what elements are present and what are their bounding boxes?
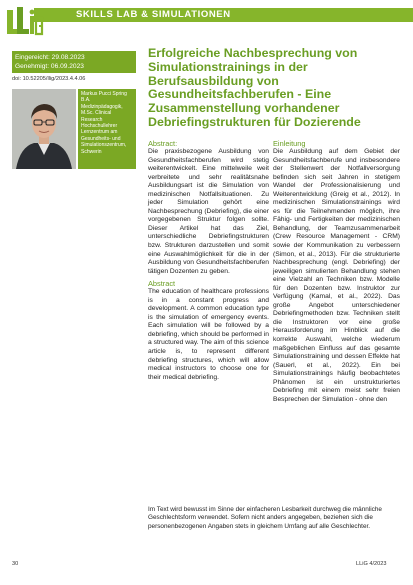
author-bio: Markus Pucci Spring B.A. Medizinpädagogik, M.Sc. Clinical Research Hochschullehrer Lernzentrum am Gesundheits- und Simulationszentrum, Schwerin bbox=[78, 89, 136, 169]
section-label: SKILLS LAB & SIMULATIONEN bbox=[76, 9, 231, 20]
llig-logo bbox=[4, 4, 44, 38]
accepted-date: Genehmigt: 06.09.2023 bbox=[15, 63, 84, 70]
page-header bbox=[0, 0, 413, 38]
introduction-heading: Einleitung bbox=[273, 139, 306, 148]
footnote: Im Text wird bewusst im Sinne der einfacheren Lesbarkeit durchweg die männliche Geschlechtsform verwendet. Sofern nicht anders angegeben, beziehen sich die personenbezogenen Angaben stets in gleichem Umfang auf alle Geschlechter. bbox=[148, 506, 382, 530]
abstract-text: Die praxisbezogene Ausbildung von Gesundheitsfachberufen wird stetig weiterentwickelt. Eine mittelweile weit verbreitete und sehr realitätsnahe Ausbildungsart ist die Simulation von medizinischen Notfallsituationen. Zu jeder Simulation gehört eine Nachbesprechung (Debriefing), die einer vorgegebenen Struktur folgen sollte. Dieser Artikel hat das Ziel, unterschiedliche Debriefingstrukturen bzw. Strukturen darzustellen und somit eine Auswahlmöglichkeit für die in der Ausbildung von Gesundheitsfachberufen tätigen Dozenten zu geben. bbox=[148, 148, 269, 275]
article-title: Erfolgreiche Nachbesprechung von Simulationstrainings in der Berufsausbildung von Gesundheitsfachberufen - Eine Zusammenstellung vorhandener Debriefingstrukturen für Dozierende bbox=[148, 46, 361, 129]
abstract-heading: Abstract: bbox=[148, 139, 178, 148]
english-abstract-text: The education of healthcare professions is in a constant progress and development. A common education type is the simulation of emergency events. Each simulation will be followed by a debriefing, which should be performed in a structured way. The aim of this science article is, to represent different debriefing structures, which will allow medical instructors to choose one for their medical debriefing. bbox=[148, 288, 269, 381]
page-number: 30 bbox=[12, 561, 19, 567]
issue-label: LLiG 4/2023 bbox=[356, 561, 387, 567]
author-photo bbox=[12, 89, 76, 169]
column-left bbox=[148, 139, 269, 382]
date-box bbox=[12, 51, 136, 73]
doi: doi: 10.52205/llig/2023.4.4.06 bbox=[12, 76, 86, 82]
received-date: Eingereicht: 29.08.2023 bbox=[15, 54, 85, 61]
english-abstract-heading: Abstract bbox=[148, 279, 176, 289]
column-right bbox=[273, 139, 400, 404]
introduction-text: Die Ausbildung auf dem Gebiet der Gesundheitsfachberufe und insbesondere der Stellenwert der Notfallversorgung befinden sich seit Jahren in stetigem Wandel der Professionalisierung und Weiterentwicklung (Greig et al., 2012). In medizinischen Simulationstrainings wird es für die Teilnehmenden möglich, ihre Fähig- und Fertigkeiten der medizinischen Behandlung, der Teamzusammenarbeit (Crew Resource Management - CRM) sowie der Kommunikation zu verbessern (Simon, et al., 2013). Für die strukturierte Nachbesprechung (engl. Debriefing) der jeweiligen simulierten Behandlung stehen eine Vielzahl an Techniken bzw. Modelle für den Dozenten bzw. Instruktor zur Verfügung (Kamal, et al., 2022). Das große Angebot unterschiedener Debriefingmethoden bzw. Techniken stellt die Instruktoren vor eine große Herausforderung im Hinblick auf die korrekte Auswahl, welche wiederum maßgeblichen Einfluss auf das gesamte Simulationstraining und dessen Effekte hat (Sauerl, et al., 2022). Ein bei Simulationstrainings häufig beobachtetes Phänomen ist ein unstrukturiertes Debriefing mit einem meist sehr freien Besprechen der Simulation - ohne den bbox=[273, 148, 400, 403]
